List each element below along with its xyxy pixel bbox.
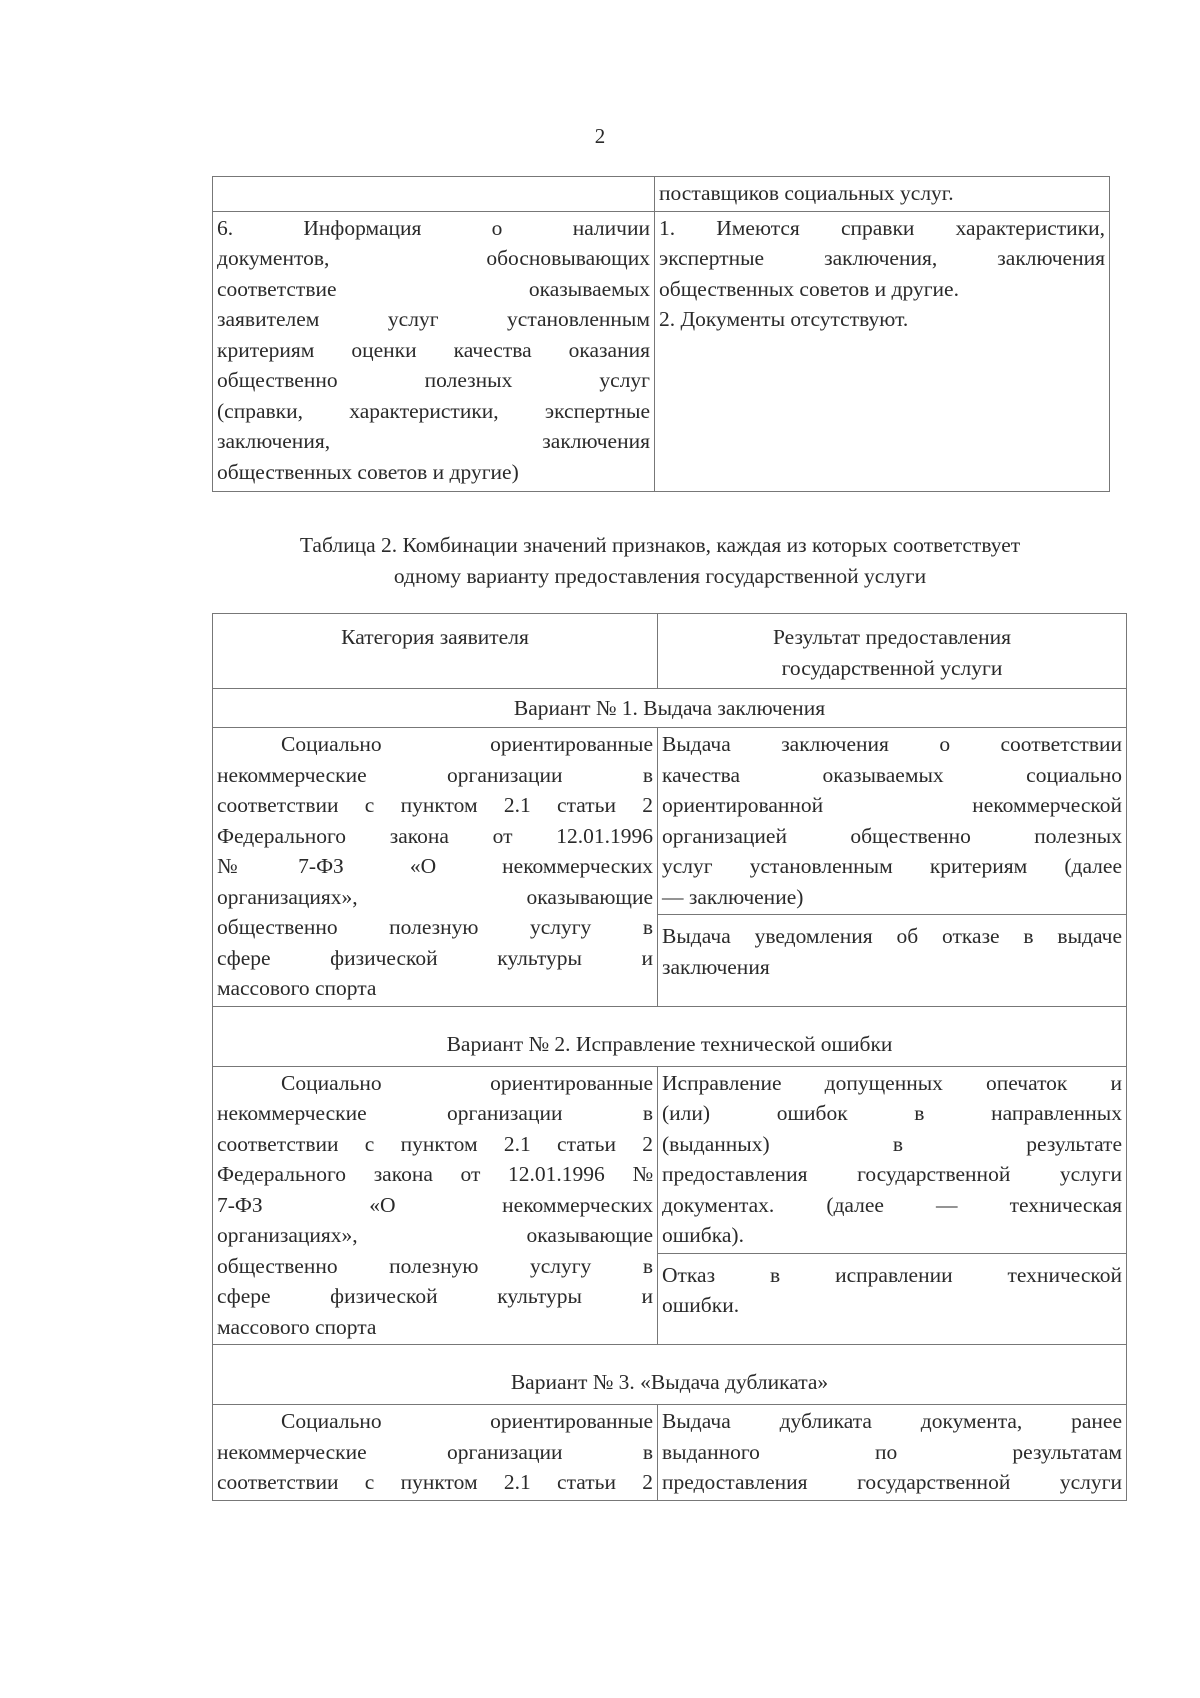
text-line: заявителем услуг установленным — [217, 307, 650, 331]
header-text: Категория заявителя — [341, 625, 529, 649]
text-line: Выдача заключения о соответствии — [662, 732, 1122, 756]
criteria-table-continuation — [212, 176, 1110, 492]
text-line: (выданных) в результате — [662, 1131, 1122, 1156]
variants-table — [212, 613, 1127, 1501]
applicant-category-cell — [213, 1405, 658, 1501]
variant-title-row — [213, 689, 1127, 728]
text-line: некоммерческие организации в — [217, 762, 653, 787]
text-line: Выдача дубликата документа, ранее — [662, 1409, 1122, 1433]
result-cell — [658, 1066, 1127, 1253]
text-line: некоммерческие организации в — [217, 1101, 653, 1125]
text-line: соответствии с пунктом 2.1 статьи 2 — [217, 1470, 653, 1494]
column-header-applicant — [213, 614, 658, 689]
text-line: Социально ориентированные — [281, 1070, 653, 1095]
table2-caption — [200, 530, 1120, 592]
text-line: организациях», оказывающие — [217, 884, 653, 909]
text-line: экспертные заключения, заключения — [659, 246, 1105, 270]
text-line: общественно полезную услугу в — [217, 915, 653, 939]
text-line: Социально ориентированные — [281, 732, 653, 756]
text-line: предоставления государственной услуги — [662, 1470, 1122, 1494]
table-row — [213, 1066, 1127, 1253]
text-line: документах. (далее — техническая — [662, 1192, 1122, 1217]
text-line: соответствии с пунктом 2.1 статьи 2 — [217, 1131, 653, 1156]
text-line: — заключение) — [662, 884, 804, 909]
text-line: ошибка). — [662, 1223, 744, 1247]
text-line: Выдача уведомления об отказе в выдаче — [662, 924, 1122, 948]
values-cell — [655, 211, 1110, 492]
text-line: массового спорта — [217, 1314, 377, 1339]
text-line: 6. Информация о наличии — [217, 215, 650, 240]
text-line: общественно полезную услугу в — [217, 1253, 653, 1278]
text-line: заключения — [662, 954, 770, 979]
text-line: некоммерческие организации в — [217, 1439, 653, 1464]
text-line: ошибки. — [662, 1293, 740, 1317]
text-line: Отказ в исправлении технической — [662, 1262, 1122, 1287]
text-line: №7-ФЗ «О некоммерческих — [217, 854, 653, 878]
text-line: (или) ошибок в направленных — [662, 1101, 1122, 1125]
text-line: предоставления государственной услуги — [662, 1162, 1122, 1186]
text-line: заключения, заключения — [217, 429, 650, 453]
table-row — [213, 728, 1127, 915]
text-line: соответствие оказываемых — [217, 276, 650, 301]
text-line: ориентированной некоммерческой — [662, 793, 1122, 817]
page-number: 2 — [594, 124, 606, 148]
text-line: документов, обосновывающих — [217, 246, 650, 270]
table-row — [213, 177, 1110, 212]
text-line: выданного по результатам — [662, 1439, 1122, 1464]
table-header-row — [213, 614, 1127, 689]
table-cell: поставщиков социальных услуг. — [655, 177, 1110, 212]
text-line: Исправление допущенных опечаток и — [662, 1070, 1122, 1095]
caption-line: Таблица 2. Комбинации значений признаков, каждая из которых соответствует — [299, 533, 1021, 557]
text-line: Федерального закона от 12.01.1996 — [217, 823, 653, 848]
header-text: государственной услуги — [781, 655, 1003, 680]
result-cell — [658, 1405, 1127, 1501]
applicant-category-cell — [213, 1066, 658, 1345]
text-line: Социально ориентированные — [281, 1409, 653, 1433]
text-line: 2. Документы отсутствуют. — [659, 307, 909, 331]
header-text: Результат предоставления — [773, 625, 1011, 649]
table-row — [213, 1405, 1127, 1501]
table-row — [213, 211, 1110, 492]
caption-line: одному варианту предоставления государственной услуги — [393, 564, 927, 588]
text-line: критериям оценки качества оказания — [217, 337, 650, 362]
text-line: организациях», оказывающие — [217, 1223, 653, 1247]
variant-title: Вариант № 1. Выдача заключения — [213, 689, 1127, 728]
text-line: качества оказываемых социально — [662, 762, 1122, 787]
result-cell — [658, 1253, 1127, 1345]
text-line: 7-ФЗ «О некоммерческих — [217, 1192, 653, 1217]
text-line: общественных советов и другие) — [217, 459, 519, 484]
variant-title-row — [213, 1345, 1127, 1405]
text-line: сфере физической культуры и — [217, 945, 653, 970]
text-line: общественных советов и другие. — [659, 276, 959, 301]
text-line: сфере физической культуры и — [217, 1284, 653, 1308]
applicant-category-cell — [213, 728, 658, 1007]
text-line: (справки, характеристики, экспертные — [217, 398, 650, 423]
variant-title: Вариант № 3. «Выдача дубликата» — [213, 1345, 1127, 1405]
result-cell — [658, 728, 1127, 915]
table-cell-empty — [213, 177, 655, 212]
column-header-result — [658, 614, 1127, 689]
text-line: услуг установленным критериям (далее — [662, 854, 1122, 878]
text-line: общественно полезных услуг — [217, 368, 650, 392]
text-line: Федерального закона от 12.01.1996 № — [217, 1162, 653, 1186]
text-line: 1. Имеются справки характеристики, — [659, 215, 1105, 240]
criterion-cell — [213, 211, 655, 492]
text-line: соответствии с пунктом 2.1 статьи 2 — [217, 793, 653, 817]
variant-title-row — [213, 1006, 1127, 1066]
variant-title: Вариант № 2. Исправление технической ошибки — [213, 1006, 1127, 1066]
text-line: организацией общественно полезных — [662, 823, 1122, 848]
result-cell — [658, 915, 1127, 1007]
text-line: массового спорта — [217, 976, 377, 1000]
